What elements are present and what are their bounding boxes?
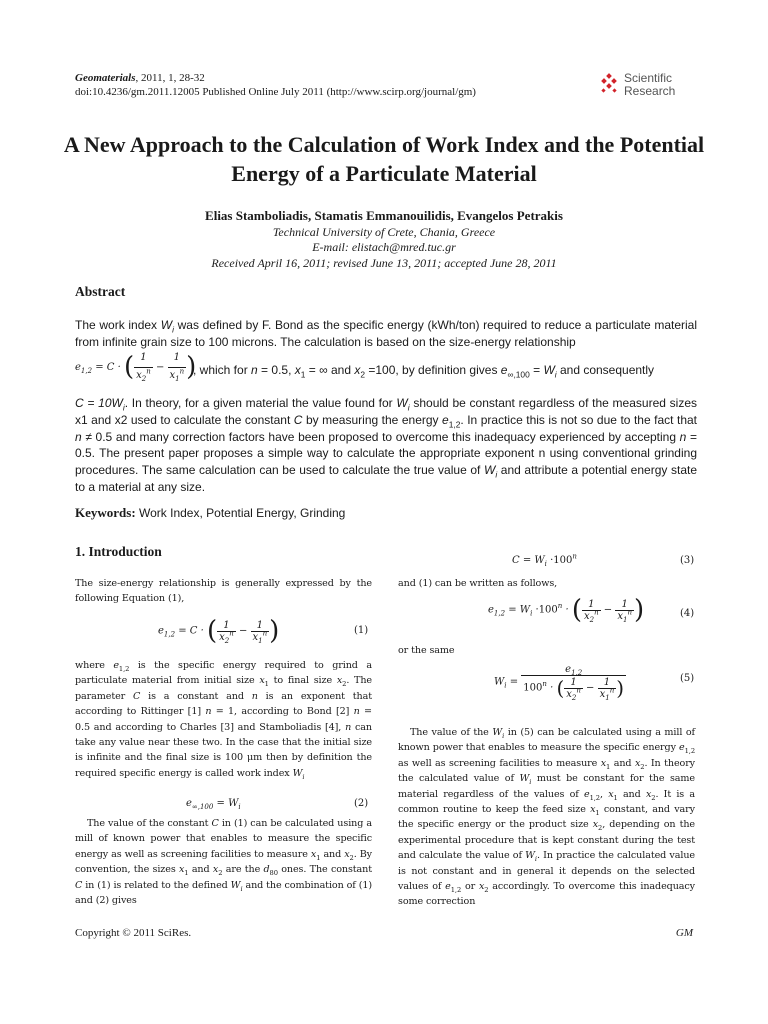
affiliation: Technical University of Crete, Chania, Greece [272, 225, 496, 239]
right-para-1: and (1) can be written as follows, [398, 578, 558, 589]
journal-header [75, 71, 476, 99]
paper-title: A New Approach to the Calculation of Work Index and the Potential Energy of a Particulate Material [63, 132, 705, 186]
equation-2: $e_{\infty,100} = W_i$ [186, 798, 241, 811]
equation-3: $C = W_i \cdot 100^n$ [512, 552, 577, 568]
footer-journal: GM [675, 927, 693, 939]
equation-4: $e_{1,2} = W_i \cdot 100^n$ · ( $\frac{1}{x_2^n}$ − $\frac{1}{x_1^n}$ ) [488, 595, 645, 625]
abstract-p2: $C = 10W_i$. In theory, for a given material the value found for $W_i$ should be constant regardless of the measured sizes x1 and x2 used to calculate the constant C by measuring the energy $e_{1,2}$. In practice this is not so due to the fact that n ≠ 0.5 and many correction factors have been proposed to overcome this inadequacy experienced by accepting n = 0.5. The present paper proposes a simple way to calculate the appropriate exponent n using conventional grinding procedures. The same calculation can be used to calculate the true value of $W_i$ and attribute a potential energy state to a material at any size. [75, 396, 697, 494]
email: E-mail: elistach@mred.tuc.gr [312, 240, 456, 254]
keywords-label: Keywords: [75, 505, 136, 520]
intro-para-2: where $e_{1,2}$ is the specific energy required to grind a particulate material from initial size $x_1$ to final size $x_2$. The parameter C is a constant and n is an exponent that according to Rittinger [1] n = 1, according to Bond [2] n = 0.5 and according to Charles [3] and Stamboliadis [4], n can take any value near these two. In the case that the initial size is infinite and the final size is 100 μm then by definition the required specific energy is called work index $W_i$ [75, 660, 373, 781]
equation-number-5: (5) [680, 673, 695, 684]
publisher-logo [598, 70, 708, 100]
scirp-logo-icon [598, 73, 620, 95]
journal-name: Geomaterials [75, 72, 136, 84]
right-para-2: or the same [398, 645, 455, 656]
equation-number-2: (2) [354, 798, 369, 809]
intro-para-1: The size-energy relationship is generally expressed by the following Equation (1), [75, 578, 372, 605]
dates: Received April 16, 2011; revised June 13, 2011; accepted June 28, 2011 [211, 256, 557, 270]
intro-para-3: The value of the constant C in (1) can be calculated using a mill of known power that enables to measure the specific energy as well as screening facilities to measure $x_1$ and $x_2$. By convention, the sizes $x_1$ and $x_2$ are the $d_{80}$ ones. The constant C in (1) is related to the defined $W_i$ and the combination of (1) and (2) gives [75, 818, 373, 907]
section-heading-introduction: 1. Introduction [75, 544, 162, 559]
abstract-heading: Abstract [75, 284, 126, 299]
keywords [75, 505, 345, 521]
logo-text-2: Research [624, 84, 676, 98]
equation-number-3: (3) [680, 555, 695, 566]
equation-1: $e_{1,2} = C$ · ( $\frac{1}{x_2^n}$ − $\frac{1}{x_1^n}$ ) [158, 616, 280, 646]
abstract-p1: The work index $W_i$ was defined by F. Bond as the specific energy (kWh/ton) required to reduce a particulate material from infinite grain size to 100 microns. The calculation is based on the size-energy relationship [75, 318, 697, 349]
equation-5: $W_i$ = $e_{1,2}$ $100^n$ · ( $\frac{1}{x_2^n}$ − $\frac{1}{x_1^n}$ ) [494, 664, 625, 702]
right-para-3: The value of the $W_i$ in (5) can be calculated using a mill of known power that enables to measure the specific energy $e_{1,2}$ as well as screening facilities to measure $x_1$ and $x_2$. In theory the calculated value of $W_i$ must be constant for the same material regardless of the values of $e_{1,2}$, $x_1$ and $x_2$. It is a common routine to keep the feed size $x_1$ constant, and vary the specific energy or the product size $x_2$, depending on the experimental procedure that is kept constant during the test and calculate the value of $W_i$. In practice the calculated value is not constant and in general it depends on the selected values of $e_{1,2}$ or $x_2$ accordingly. To overcome this inadequacy some correction [398, 727, 696, 908]
logo-text-1: Scientific [624, 71, 673, 85]
journal-issue: , 2011, 1, 28-32 [135, 72, 205, 84]
footer-copyright: Copyright © 2011 SciRes. [75, 927, 192, 939]
doi-line: doi:10.4236/gm.2011.12005 Published Online July 2011 (http://www.scirp.org/journal/gm) [75, 86, 476, 98]
keywords-text: Work Index, Potential Energy, Grinding [139, 506, 346, 520]
authors: Elias Stamboliadis, Stamatis Emmanouilidis, Evangelos Petrakis [205, 208, 563, 223]
equation-number-1: (1) [354, 625, 369, 636]
abstract-equation-line: $e_{1,2} = C$ · ( $\frac{1}{x_2^n}$ − $\frac{1}{x_1^n}$ ) , which for n = 0.5, $x_1$ = ∞ and $x_2 =100$, by definition gives $e_{\infty,100} = W_i$ and consequently [75, 351, 655, 383]
equation-number-4: (4) [680, 608, 695, 619]
